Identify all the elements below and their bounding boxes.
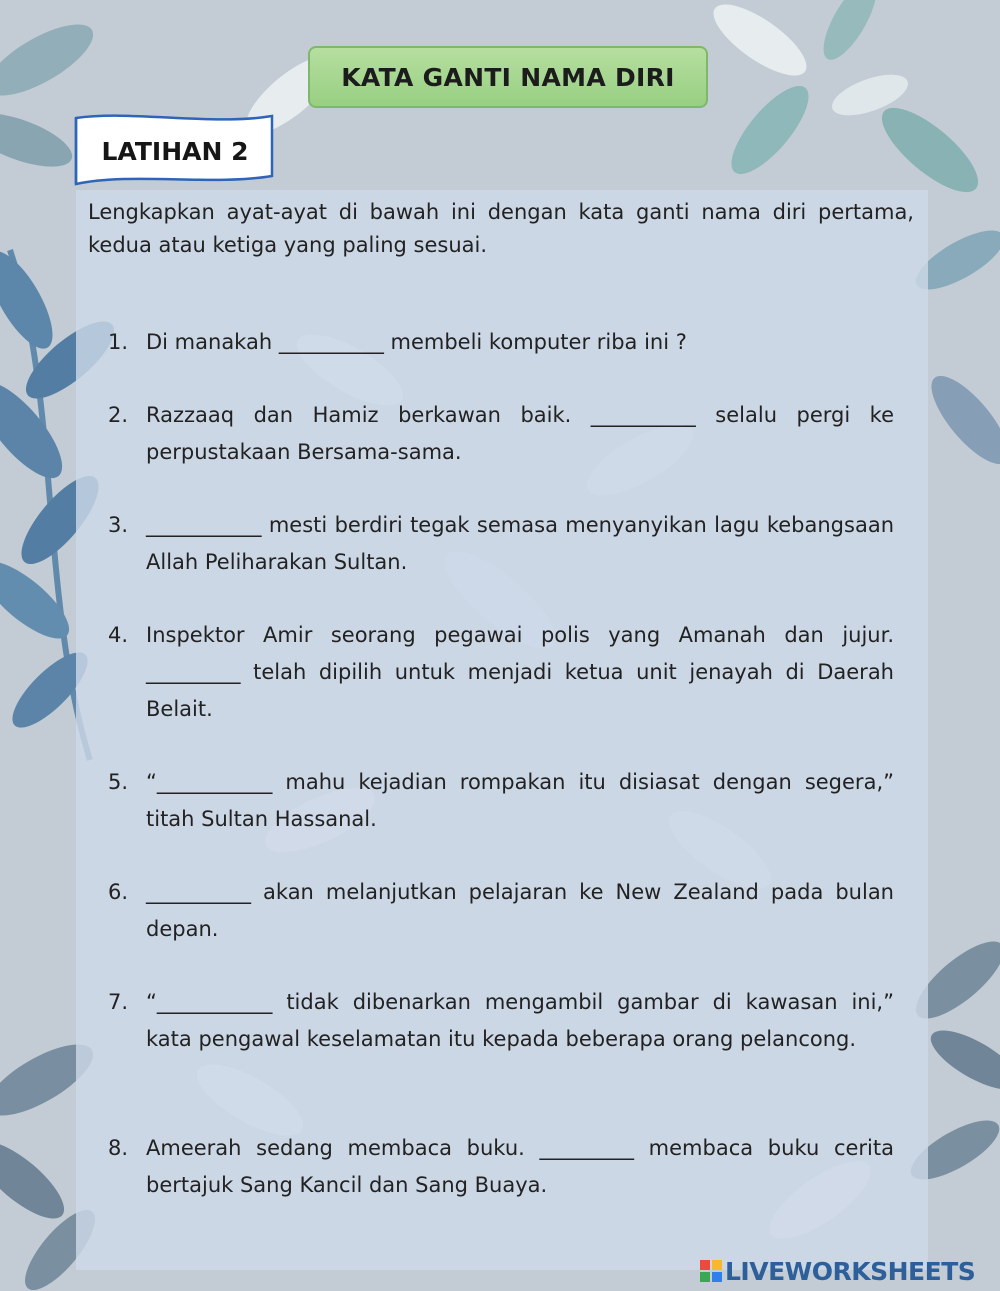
liveworksheets-brand[interactable]	[700, 1254, 975, 1288]
exercise-banner	[72, 110, 278, 192]
question-text: Ameerah sedang membaca buku. _________ membaca buku cerita bertajuk Sang Kancil dan Sang Buaya.	[146, 1136, 894, 1197]
liveworksheets-logo-icon	[700, 1260, 722, 1282]
question-number: 1.	[108, 330, 129, 354]
question-item	[108, 507, 894, 581]
question-item	[108, 1130, 894, 1204]
question-item	[108, 397, 894, 471]
question-item	[108, 617, 894, 728]
question-text: Inspektor Amir seorang pegawai polis yang Amanah dan jujur. _________ telah dipilih untuk menjadi ketua unit jenayah di Daerah Belait.	[146, 623, 894, 721]
question-text: __________ akan melanjutkan pelajaran ke New Zealand pada bulan depan.	[146, 880, 894, 941]
instructions: Lengkapkan ayat-ayat di bawah ini dengan kata ganti nama diri pertama, kedua atau ketiga yang paling sesuai.	[88, 200, 914, 257]
brand-name: LIVEWORKSHEETS	[725, 1256, 976, 1286]
question-number: 3.	[108, 513, 129, 537]
question-number: 7.	[108, 990, 129, 1014]
question-number: 8.	[108, 1136, 129, 1160]
question-text: “___________ tidak dibenarkan mengambil gambar di kawasan ini,” kata pengawal keselamatan itu kepada beberapa orang pelancong.	[146, 990, 894, 1051]
question-item	[108, 874, 894, 948]
question-number: 5.	[108, 770, 129, 794]
question-text: Di manakah __________ membeli komputer riba ini ?	[146, 330, 687, 354]
banner-label: LATIHAN 2	[101, 136, 249, 166]
question-item	[108, 324, 894, 361]
question-number: 6.	[108, 880, 129, 904]
question-text: “___________ mahu kejadian rompakan itu disiasat dengan segera,” titah Sultan Hassanal.	[146, 770, 894, 831]
question-text: ___________ mesti berdiri tegak semasa menyanyikan lagu kebangsaan Allah Peliharakan Sultan.	[146, 513, 894, 574]
worksheet-title: KATA GANTI NAMA DIRI	[308, 46, 708, 108]
question-item	[108, 984, 894, 1058]
question-number: 4.	[108, 623, 129, 647]
question-text: Razzaaq dan Hamiz berkawan baik. __________ selalu pergi ke perpustakaan Bersama-sama.	[146, 403, 894, 464]
question-item	[108, 764, 894, 838]
question-number: 2.	[108, 403, 129, 427]
